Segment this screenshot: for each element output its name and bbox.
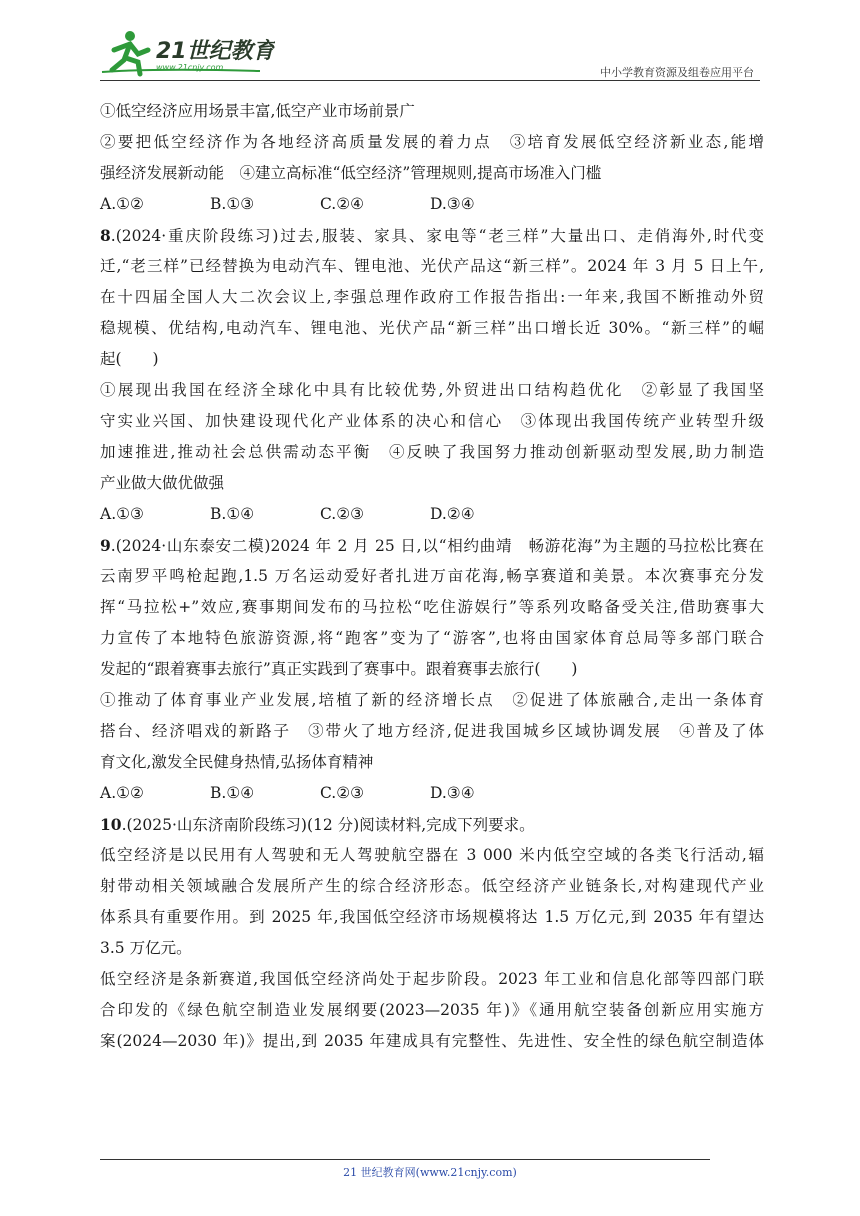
q8-stem-line: 起( ) bbox=[100, 350, 159, 368]
footer-link[interactable]: 21 世纪教育网(www.21cnjy.com) bbox=[343, 1166, 517, 1179]
option-b: B.①③ bbox=[210, 195, 255, 213]
q8-stem-line: 迁,“老三样”已经替换为电动汽车、锂电池、光伏产品这“新三样”。2024 年 3 月 5 日上午, bbox=[100, 257, 764, 275]
q8-choice-line: 产业做大做优做强 bbox=[100, 474, 225, 492]
option-c: C.②③ bbox=[320, 784, 365, 802]
header-divider bbox=[100, 80, 760, 81]
q8-choice-line: 加速推进,推动社会总供需动态平衡 ④反映了我国努力推动创新驱动型发展,助力制造 bbox=[100, 443, 764, 461]
question-number: 10 bbox=[100, 815, 122, 834]
q9-choice-line: 搭台、经济唱戏的新路子 ③带火了地方经济,促进我国城乡区域协调发展 ④普及了体 bbox=[100, 722, 764, 740]
q10-material-line: 3.5 万亿元。 bbox=[100, 939, 192, 957]
q10-material-line: 案(2024—2030 年)》提出,到 2035 年建成具有完整性、先进性、安全性的绿色航空制造体 bbox=[100, 1032, 764, 1050]
q9-options bbox=[100, 778, 764, 809]
question-number: 9 bbox=[100, 536, 111, 555]
question-number: 8 bbox=[100, 226, 111, 245]
option-d: D.②④ bbox=[430, 505, 475, 523]
q9-stem-line: 挥“马拉松+”效应,赛事期间发布的马拉松“吃住游娱行”等系列攻略备受关注,借助赛事大 bbox=[100, 598, 764, 616]
option-c: C.②③ bbox=[320, 505, 365, 523]
q10-material-line: 体系具有重要作用。到 2025 年,我国低空经济市场规模将达 1.5 万亿元,到 2035 年有望达 bbox=[100, 908, 764, 926]
q7-options bbox=[100, 189, 764, 220]
q8-options bbox=[100, 499, 764, 530]
option-a: A.①③ bbox=[100, 505, 144, 523]
page-header bbox=[100, 28, 762, 80]
q10-material-line: 低空经济是条新赛道,我国低空经济尚处于起步阶段。2023 年工业和信息化部等四部门联 bbox=[100, 970, 764, 988]
option-d: D.③④ bbox=[430, 784, 475, 802]
q8-stem-line: 稳规模、优结构,电动汽车、锂电池、光伏产品“新三样”出口增长近 30%。“新三样”的崛 bbox=[100, 319, 764, 337]
footer-divider bbox=[100, 1159, 710, 1160]
q10-material-line: 合印发的《绿色航空制造业发展纲要(2023—2035 年)》《通用航空装备创新应用实施方 bbox=[100, 1001, 764, 1019]
document-body bbox=[100, 96, 764, 1057]
option-d: D.③④ bbox=[430, 195, 475, 213]
platform-name: 中小学教育资源及组卷应用平台 bbox=[600, 66, 754, 79]
site-logo[interactable] bbox=[100, 28, 275, 80]
option-b: B.①④ bbox=[210, 505, 255, 523]
option-b: B.①④ bbox=[210, 784, 255, 802]
q9-stem-line: 发起的“跟着赛事去旅行”真正实践到了赛事中。跟着赛事去旅行( ) bbox=[100, 660, 578, 678]
q9-stem-line: 9.(2024·山东泰安二模)2024 年 2 月 25 日,以“相约曲靖 畅游花海”为主题的马拉松比赛在 bbox=[100, 536, 764, 555]
option-a: A.①② bbox=[100, 784, 144, 802]
q9-stem-line: 力宣传了本地特色旅游资源,将“跑客”变为了“游客”,也将由国家体育总局等多部门联合 bbox=[100, 629, 764, 647]
q10-material-line: 低空经济是以民用有人驾驶和无人驾驶航空器在 3 000 米内低空空域的各类飞行活动,辐 bbox=[100, 846, 764, 864]
q7-choice-line: 强经济发展新动能 ④建立高标准“低空经济”管理规则,提高市场准入门槛 bbox=[100, 164, 602, 182]
q7-choice-line: ①低空经济应用场景丰富,低空产业市场前景广 bbox=[100, 102, 415, 120]
q9-stem-line: 云南罗平鸣枪起跑,1.5 万名运动爱好者扎进万亩花海,畅享赛道和美景。本次赛事充分发 bbox=[100, 567, 764, 585]
runner-logo-icon bbox=[100, 28, 275, 80]
q9-choice-line: 育文化,激发全民健身热情,弘扬体育精神 bbox=[100, 753, 374, 771]
q10-stem-line: 10.(2025·山东济南阶段练习)(12 分)阅读材料,完成下列要求。 bbox=[100, 815, 535, 834]
option-c: C.②④ bbox=[320, 195, 365, 213]
q8-stem-line: 在十四届全国人大二次会议上,李强总理作政府工作报告指出:一年来,我国不断推动外贸 bbox=[100, 288, 764, 306]
q9-choice-line: ①推动了体育事业产业发展,培植了新的经济增长点 ②促进了体旅融合,走出一条体育 bbox=[100, 691, 764, 709]
q8-choice-line: ①展现出我国在经济全球化中具有比较优势,外贸进出口结构趋优化 ②彰显了我国坚 bbox=[100, 381, 764, 399]
q8-choice-line: 守实业兴国、加快建设现代化产业体系的决心和信心 ③体现出我国传统产业转型升级 bbox=[100, 412, 764, 430]
q8-stem-line: 8.(2024·重庆阶段练习)过去,服装、家具、家电等“老三样”大量出口、走俏海外,时代变 bbox=[100, 226, 764, 245]
logo-url-text: www.21cnjy.com bbox=[156, 63, 224, 72]
q10-material-line: 射带动相关领域融合发展所产生的综合经济形态。低空经济产业链条长,对构建现代产业 bbox=[100, 877, 764, 895]
option-a: A.①② bbox=[100, 195, 144, 213]
logo-text: 21世纪教育 bbox=[156, 39, 275, 64]
q7-choice-line: ②要把低空经济作为各地经济高质量发展的着力点 ③培育发展低空经济新业态,能增 bbox=[100, 133, 764, 151]
